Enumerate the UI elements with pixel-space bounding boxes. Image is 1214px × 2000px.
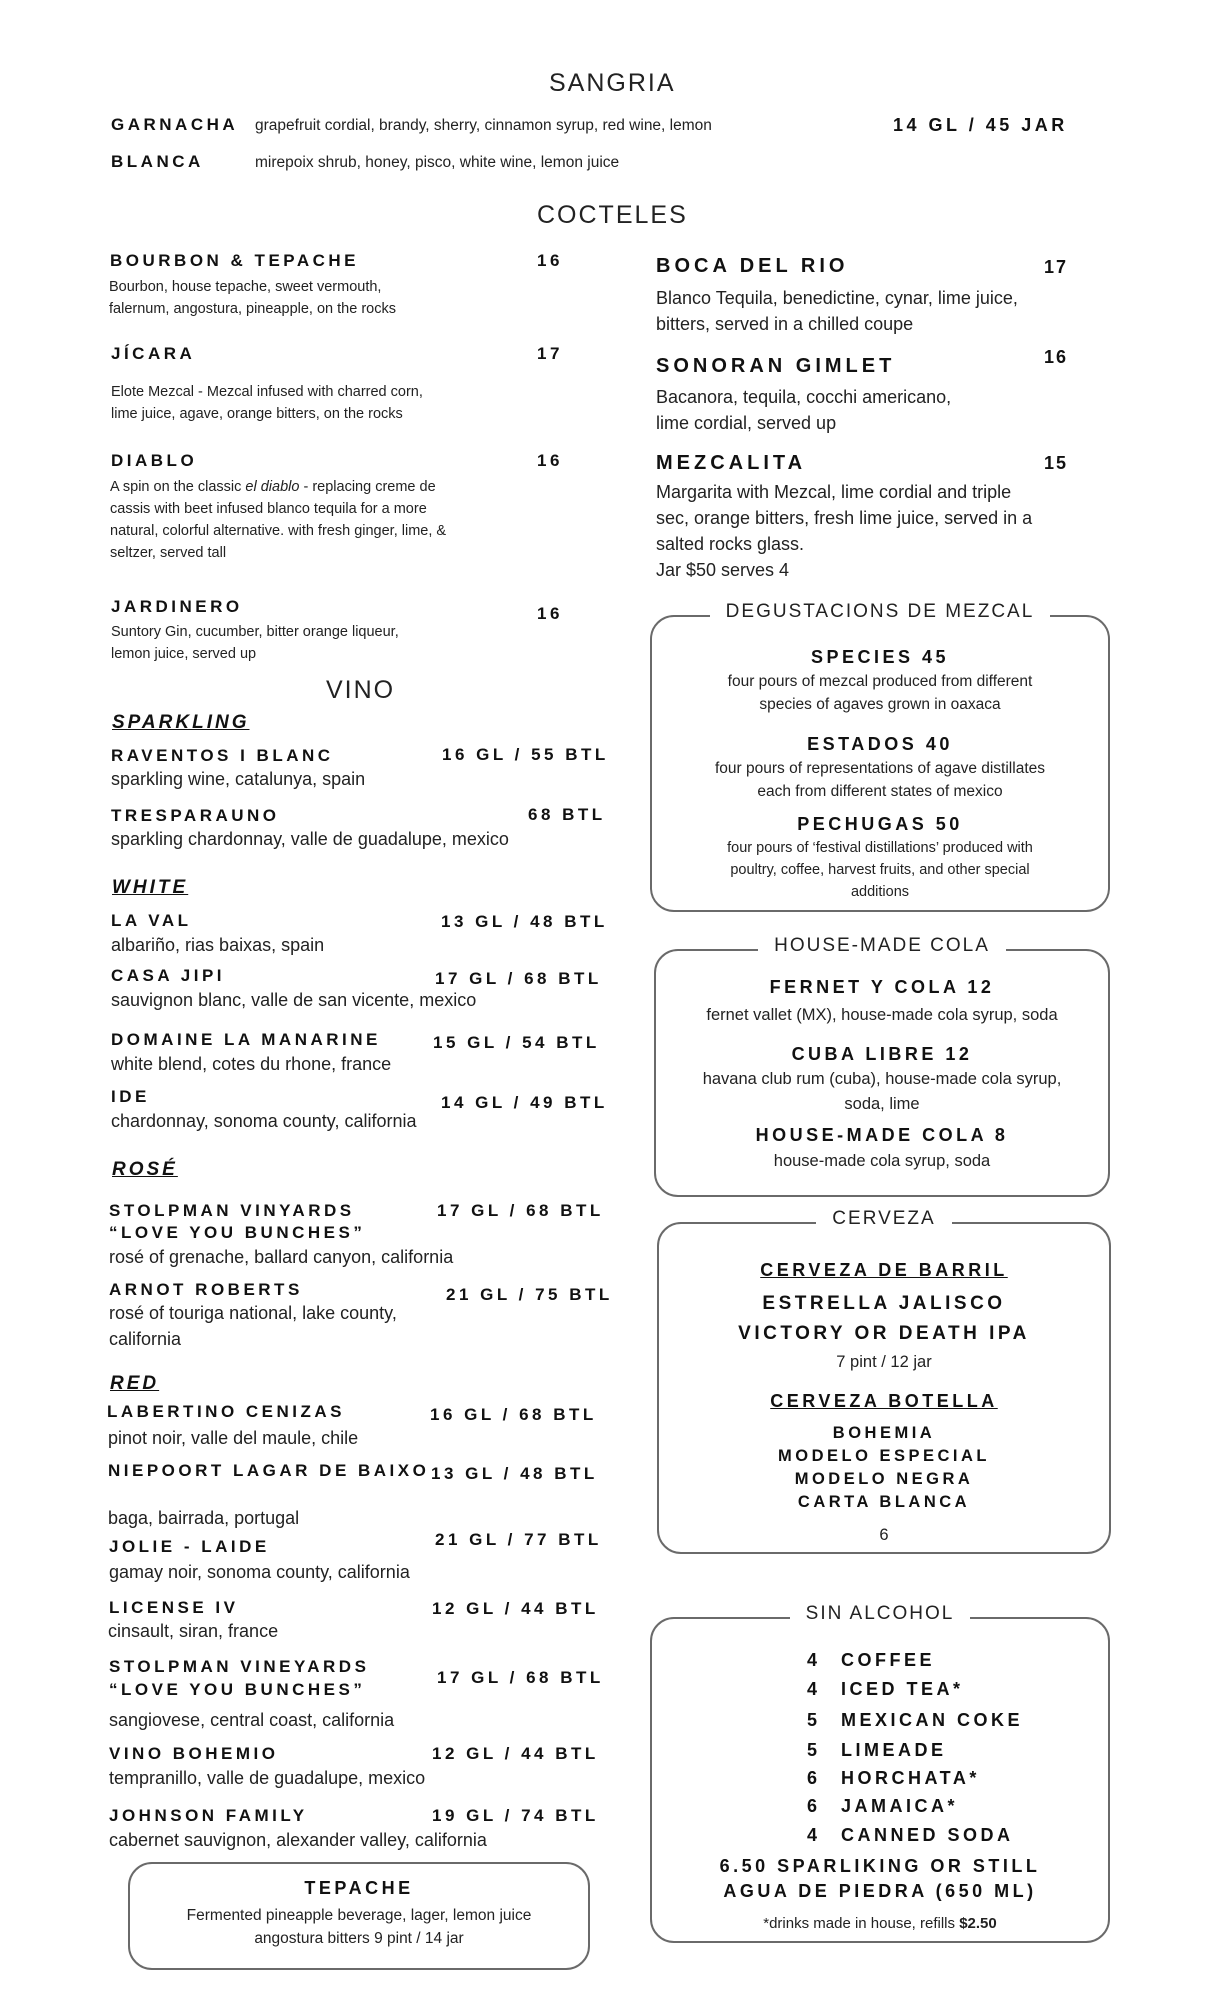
wine-name: JOLIE - LAIDE [109,1537,270,1556]
wine-name: STOLPMAN VINEYARDS [109,1657,370,1676]
wine-name: TRESPARAUNO [111,806,280,825]
wine-name: IDE [111,1087,150,1106]
cocktail-jicara-price: 17 [537,344,563,363]
sin-note: *drinks made in house, refills $2.50 [763,1915,997,1932]
wine-name: CASA JIPI [111,966,226,985]
mezcal-species: SPECIES 45 four pours of mezcal produced from different species of agaves grown in oaxaca [727,647,1033,713]
sin-item-horchata: 6 HORCHATA* [807,1768,980,1788]
wine-price: 16 GL / 55 BTL [442,745,609,764]
vino-white-label: WHITE [112,877,189,898]
cocktail-diablo-desc: A spin on the classic el diablo - replacing creme de cassis with beet infused blanco tequila for a more natural, colorful alternative. with fresh ginger, lime, & seltzer, served tall [110,479,447,561]
wine-price: 17 GL / 68 BTL [437,1201,604,1220]
sangria-price: 14 GL / 45 JAR [893,115,1068,135]
wine-desc: cinsault, siran, france [108,1621,279,1641]
cocktail-sonoran-price: 16 [1044,347,1069,367]
sin-item-mexican-coke: 5 MEXICAN COKE [807,1710,1024,1730]
wine-desc: chardonnay, sonoma county, california [111,1111,417,1131]
wine-name: DOMAINE LA MANARINE [111,1030,381,1049]
cocktail-diablo-price: 16 [537,451,563,470]
cerveza-title: CERVEZA [816,1208,951,1229]
sin-item-limeade: 5 LIMEADE [807,1740,947,1760]
wine-price: 12 GL / 44 BTL [432,1744,599,1763]
wine-price: 68 BTL [528,805,606,824]
wine-price: 21 GL / 75 BTL [446,1285,613,1304]
wine-price: 12 GL / 44 BTL [432,1599,599,1618]
wine-desc: sauvignon blanc, valle de san vicente, mexico [111,990,477,1010]
vino-rose-label: ROSÉ [112,1159,178,1180]
cerveza-botella: CERVEZA BOTELLA BOHEMIA MODELO ESPECIAL MODELO NEGRA CARTA BLANCA 6 [770,1391,998,1544]
tepache-box [128,1862,590,1970]
cocktail-boca-price: 17 [1044,257,1069,277]
sangria-garnacha-desc: grapefruit cordial, brandy, sherry, cinnamon syrup, red wine, lemon [255,117,712,134]
vino-sparkling-label: SPARKLING [112,712,250,733]
cocktail-boca-name: BOCA DEL RIO [656,255,849,277]
wine-name: RAVENTOS I BLANC [111,746,334,765]
wine-desc: rosé of grenache, ballard canyon, california [109,1247,454,1267]
cola-box [654,935,1110,1197]
wine-desc: tempranillo, valle de guadalupe, mexico [109,1768,426,1788]
wine-desc: baga, bairrada, portugal [108,1508,300,1528]
cocktail-mezcalita-name: MEZCALITA [656,452,807,474]
wine-name: NIEPOORT LAGAR DE BAIXO [108,1461,430,1480]
wine-price: 19 GL / 74 BTL [432,1806,599,1825]
sin-water-line1: 6.50 SPARLIKING OR STILL [719,1856,1041,1876]
wine-name: LICENSE IV [109,1598,239,1617]
cocktail-bourbon-name: BOURBON & TEPACHE [110,251,360,270]
cocktail-jardinero-price: 16 [537,604,563,623]
vino-title: VINO [326,676,396,704]
sangria-blanca-desc: mirepoix shrub, honey, pisco, white wine, lemon juice [255,154,620,171]
mezcal-estados: ESTADOS 40 four pours of representations of agave distillates each from different states of mexico [715,734,1045,800]
cocktail-jicara-desc: Elote Mezcal - Mezcal infused with charred corn, lime juice, agave, orange bitters, on the rocks [111,384,423,422]
wine-desc: sparkling chardonnay, valle de guadalupe, mexico [111,829,509,849]
sin-alcohol-box [650,1603,1110,1943]
cola-title: HOUSE-MADE COLA [758,935,1006,956]
cerveza-barril: CERVEZA DE BARRIL ESTRELLA JALISCO VICTORY OR DEATH IPA 7 pint / 12 jar [738,1260,1030,1371]
wine-name: LABERTINO CENIZAS [107,1402,345,1421]
wine-desc: gamay noir, sonoma county, california [109,1562,410,1582]
tepache-name: TEPACHE [304,1878,414,1898]
cocteles-title: COCTELES [537,201,688,229]
wine-desc: albariño, rias baixas, spain [111,935,325,955]
wine-name-line2: “LOVE YOU BUNCHES” [109,1223,366,1242]
cocktail-mezcalita-desc: Margarita with Mezcal, lime cordial and triple sec, orange bitters, fresh lime juice, served in a salted rocks glass. Jar $50 serves 4 [656,482,1033,580]
cola-fernet: FERNET Y COLA 12 fernet vallet (MX), house-made cola syrup, soda [706,977,1058,1024]
wine-desc: pinot noir, valle del maule, chile [108,1428,359,1448]
sin-item-coffee: 4 COFFEE [807,1650,936,1670]
wine-price: 14 GL / 49 BTL [441,1093,608,1112]
sin-item-canned-soda: 4 CANNED SODA [807,1825,1014,1845]
cola-house: HOUSE-MADE COLA 8 house-made cola syrup, soda [755,1125,1009,1170]
wine-price: 13 GL / 48 BTL [441,912,608,931]
cocktail-bourbon-price: 16 [537,251,563,270]
cerveza-box [657,1208,1111,1554]
mezcal-title: DEGUSTACIONS DE MEZCAL [710,601,1051,622]
wine-price: 16 GL / 68 BTL [430,1405,597,1424]
tepache-desc: Fermented pineapple beverage, lager, lemon juice angostura bitters 9 pint / 14 jar [186,1907,532,1947]
mezcal-box [650,601,1110,912]
cola-cuba: CUBA LIBRE 12 havana club rum (cuba), house-made cola syrup, soda, lime [702,1044,1062,1113]
wine-name: LA VAL [111,911,192,930]
wine-name: VINO BOHEMIO [109,1744,279,1763]
cocktail-jardinero-desc: Suntory Gin, cucumber, bitter orange liqueur, lemon juice, served up [111,624,399,662]
sin-item-iced-tea: 4 ICED TEA* [807,1679,964,1699]
sin-water-line2: AGUA DE PIEDRA (650 ML) [723,1881,1037,1901]
wine-name: STOLPMAN VINYARDS [109,1201,355,1220]
sangria-garnacha-name: GARNACHA [111,115,239,134]
wine-name: JOHNSON FAMILY [109,1806,308,1825]
wine-price: 21 GL / 77 BTL [435,1530,602,1549]
sangria-title: SANGRIA [549,69,676,97]
wine-price: 17 GL / 68 BTL [437,1668,604,1687]
wine-desc: cabernet sauvignon, alexander valley, california [109,1830,487,1850]
cocktail-mezcalita-price: 15 [1044,453,1069,473]
wine-price: 13 GL / 48 BTL [431,1464,598,1483]
mezcal-pechugas: PECHUGAS 50 four pours of ‘festival distillations’ produced with poultry, coffee, harvest fruits, and other special additions [727,814,1033,900]
wine-desc: white blend, cotes du rhone, france [111,1054,392,1074]
wine-name-line2: “LOVE YOU BUNCHES” [109,1680,366,1699]
cocktail-jicara-name: JÍCARA [111,344,196,363]
cocktail-sonoran-name: SONORAN GIMLET [656,355,896,377]
cocktail-sonoran-desc: Bacanora, tequila, cocchi americano, lime cordial, served up [656,387,952,433]
wine-desc: rosé of touriga national, lake county, california [109,1303,397,1349]
cocktail-diablo-name: DIABLO [111,451,198,470]
sangria-blanca-name: BLANCA [111,152,204,171]
wine-desc: sangiovese, central coast, california [109,1710,395,1730]
vino-red-label: RED [110,1373,160,1394]
cocktail-boca-desc: Blanco Tequila, benedictine, cynar, lime juice, bitters, served in a chilled coupe [656,288,1018,334]
sin-item-jamaica: 6 JAMAICA* [807,1796,959,1816]
cocktail-jardinero-name: JARDINERO [111,597,243,616]
wine-price: 17 GL / 68 BTL [435,969,602,988]
cocktail-bourbon-desc: Bourbon, house tepache, sweet vermouth, falernum, angostura, pineapple, on the rocks [109,279,396,317]
wine-name: ARNOT ROBERTS [109,1280,303,1299]
wine-desc: sparkling wine, catalunya, spain [111,769,366,789]
wine-price: 15 GL / 54 BTL [433,1033,600,1052]
sin-title: SIN ALCOHOL [790,1603,971,1624]
